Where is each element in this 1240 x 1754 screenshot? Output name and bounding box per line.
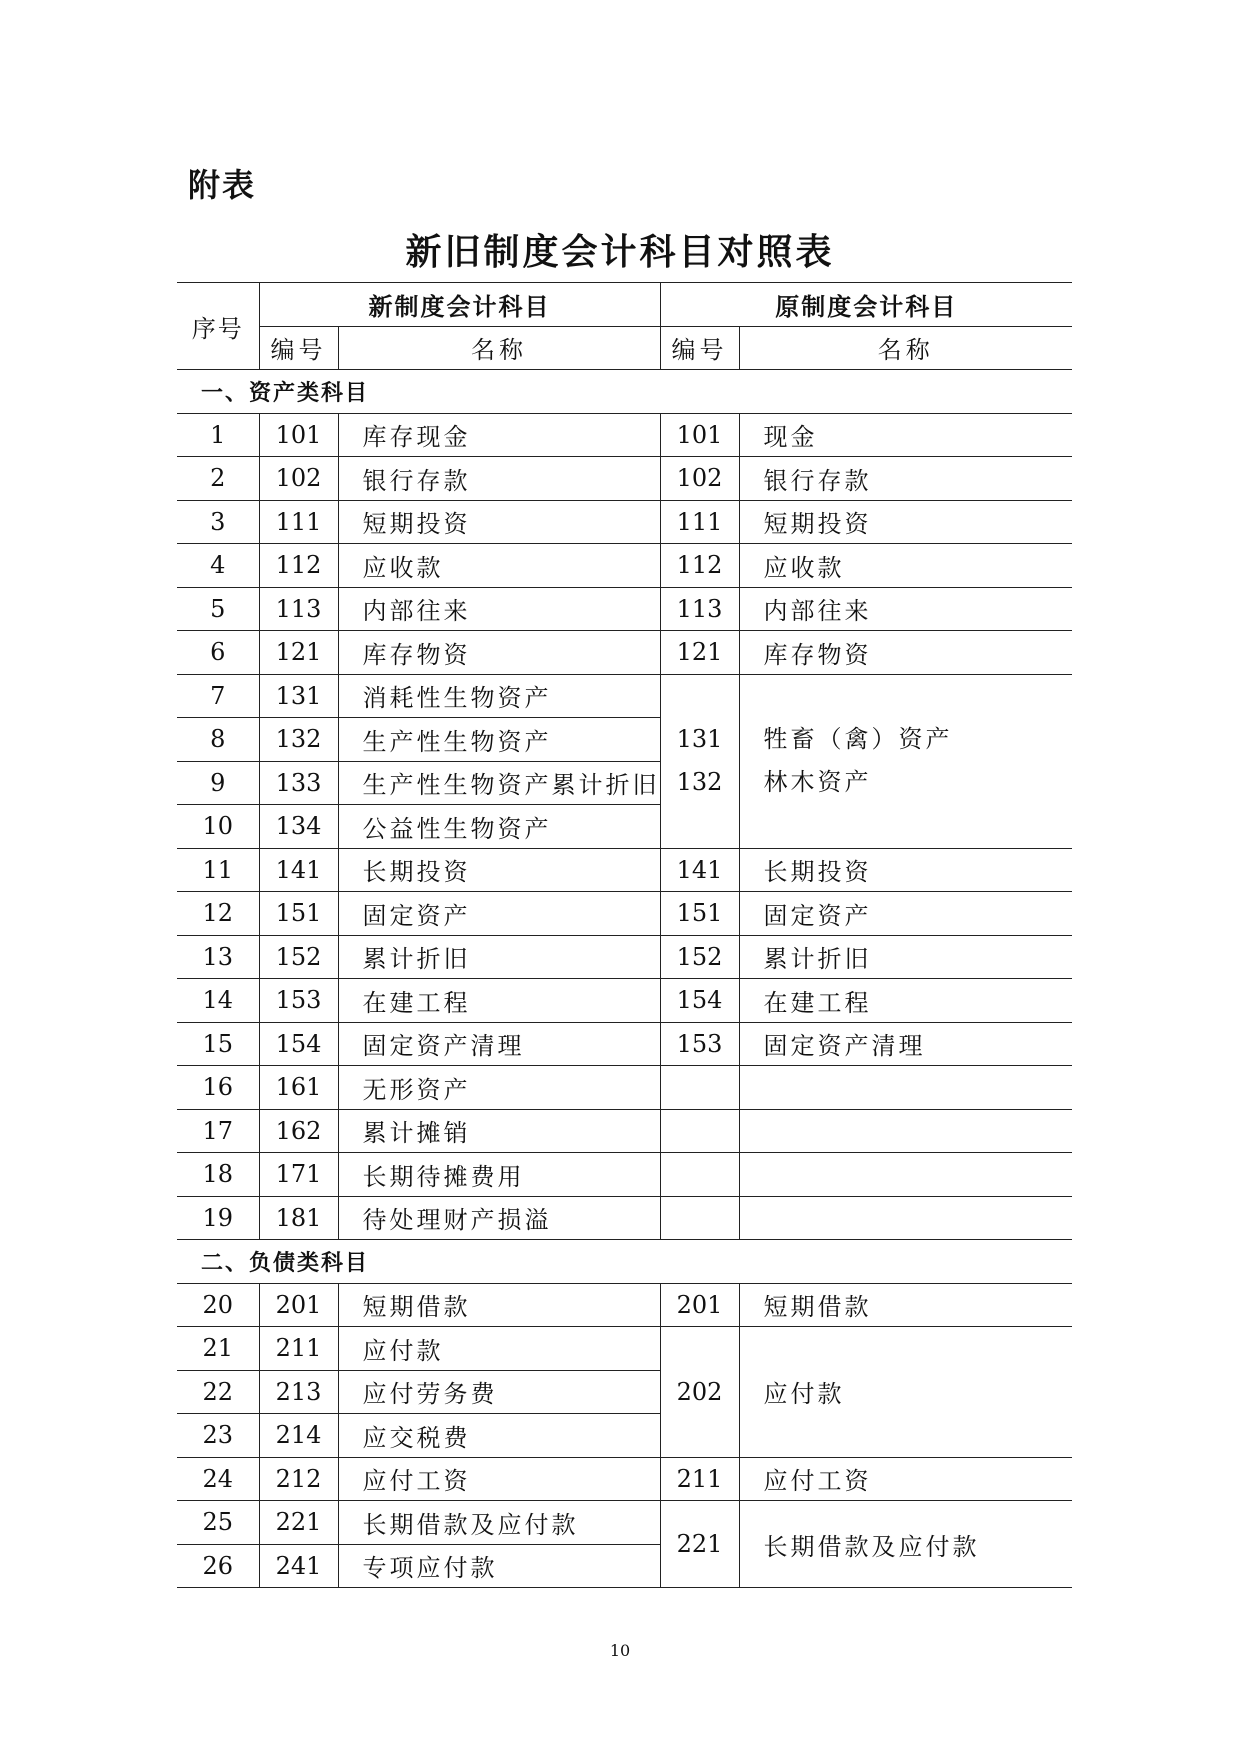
new-name-cell: 长期投资 [338, 848, 660, 892]
seq-cell: 16 [177, 1066, 259, 1110]
table-row [177, 892, 1072, 936]
seq-cell: 12 [177, 892, 259, 936]
old-name-cell: 固定资产清理 [739, 1022, 1072, 1066]
new-name-cell: 银行存款 [338, 457, 660, 501]
new-code-cell: 133 [259, 761, 338, 805]
old-name-merged: 应付款 [739, 1327, 1072, 1458]
old-name: 林木资产 [763, 768, 872, 796]
seq-cell: 5 [177, 587, 259, 631]
old-name-cell: 应收款 [739, 544, 1072, 588]
seq-cell: 25 [177, 1501, 259, 1545]
new-name-cell: 累计折旧 [338, 935, 660, 979]
table-row [177, 1327, 1072, 1371]
old-name-cell: 累计折旧 [739, 935, 1072, 979]
seq-cell: 11 [177, 848, 259, 892]
new-code-cell: 241 [259, 1544, 338, 1588]
old-name: 牲畜（禽）资产 [763, 725, 953, 753]
new-code-cell: 201 [259, 1283, 338, 1327]
seq-cell: 9 [177, 761, 259, 805]
old-code-cell [660, 1153, 739, 1197]
appendix-label: 附表 [188, 166, 257, 204]
table-row [177, 1153, 1072, 1197]
new-code-cell: 171 [259, 1153, 338, 1197]
old-code-merged [660, 674, 739, 848]
new-code-cell: 132 [259, 718, 338, 762]
new-name-cell: 应付劳务费 [338, 1370, 660, 1414]
old-name-cell [739, 1066, 1072, 1110]
table-row [177, 413, 1072, 457]
old-code-cell: 111 [660, 500, 739, 544]
new-name-cell: 固定资产 [338, 892, 660, 936]
new-name-cell: 应收款 [338, 544, 660, 588]
section-label: 二、负债类科目 [177, 1240, 1072, 1284]
new-code-cell: 101 [259, 413, 338, 457]
table-row [177, 544, 1072, 588]
section-row [177, 1240, 1072, 1284]
seq-cell: 19 [177, 1196, 259, 1240]
new-code-cell: 131 [259, 674, 338, 718]
new-code-cell: 121 [259, 631, 338, 675]
old-code: 132 [676, 768, 723, 796]
new-code-cell: 113 [259, 587, 338, 631]
new-name-cell: 短期投资 [338, 500, 660, 544]
old-name-cell: 短期借款 [739, 1283, 1072, 1327]
new-code-cell: 181 [259, 1196, 338, 1240]
table-row [177, 631, 1072, 675]
new-name-cell: 消耗性生物资产 [338, 674, 660, 718]
old-code-cell: 141 [660, 848, 739, 892]
new-code-cell: 152 [259, 935, 338, 979]
old-code-cell: 102 [660, 457, 739, 501]
old-code-cell: 112 [660, 544, 739, 588]
seq-cell: 2 [177, 457, 259, 501]
seq-cell: 4 [177, 544, 259, 588]
new-name-cell: 短期借款 [338, 1283, 660, 1327]
page-title: 新旧制度会计科目对照表 [405, 231, 835, 273]
header-code: 编号 [660, 326, 739, 370]
old-name-cell: 应付工资 [739, 1457, 1072, 1501]
table-row [177, 674, 1072, 718]
seq-cell: 14 [177, 979, 259, 1023]
header-name: 名称 [338, 326, 660, 370]
table-row [177, 979, 1072, 1023]
table-row [177, 1066, 1072, 1110]
new-name-cell: 应付款 [338, 1327, 660, 1371]
new-name-cell: 固定资产清理 [338, 1022, 660, 1066]
new-code-cell: 141 [259, 848, 338, 892]
old-code-merged: 202 [660, 1327, 739, 1458]
old-name-cell: 在建工程 [739, 979, 1072, 1023]
table-row [177, 500, 1072, 544]
old-code-merged: 221 [660, 1501, 739, 1588]
seq-cell: 24 [177, 1457, 259, 1501]
new-name-cell: 生产性生物资产 [338, 718, 660, 762]
seq-cell: 26 [177, 1544, 259, 1588]
old-code-cell: 121 [660, 631, 739, 675]
old-code-cell: 153 [660, 1022, 739, 1066]
new-code-cell: 102 [259, 457, 338, 501]
seq-cell: 23 [177, 1414, 259, 1458]
new-code-cell: 153 [259, 979, 338, 1023]
seq-cell: 1 [177, 413, 259, 457]
seq-cell: 6 [177, 631, 259, 675]
seq-cell: 20 [177, 1283, 259, 1327]
old-code-cell [660, 1109, 739, 1153]
comparison-table [177, 282, 1072, 1588]
old-code-cell: 101 [660, 413, 739, 457]
header-seq: 序号 [177, 283, 259, 370]
seq-cell: 18 [177, 1153, 259, 1197]
new-name-cell: 专项应付款 [338, 1544, 660, 1588]
old-name-cell [739, 1109, 1072, 1153]
old-name-cell: 固定资产 [739, 892, 1072, 936]
old-code-cell: 113 [660, 587, 739, 631]
old-code-cell: 152 [660, 935, 739, 979]
new-code-cell: 221 [259, 1501, 338, 1545]
old-name-cell [739, 1196, 1072, 1240]
old-name-cell: 库存物资 [739, 631, 1072, 675]
new-code-cell: 162 [259, 1109, 338, 1153]
new-name-cell: 在建工程 [338, 979, 660, 1023]
old-code-cell [660, 1196, 739, 1240]
seq-cell: 13 [177, 935, 259, 979]
old-name-merged: 长期借款及应付款 [739, 1501, 1072, 1588]
header-name: 名称 [739, 326, 1072, 370]
new-code-cell: 161 [259, 1066, 338, 1110]
table-row [177, 1196, 1072, 1240]
old-code-cell: 154 [660, 979, 739, 1023]
old-code-cell: 151 [660, 892, 739, 936]
header-row [177, 283, 1072, 327]
new-name-cell: 长期借款及应付款 [338, 1501, 660, 1545]
seq-cell: 22 [177, 1370, 259, 1414]
old-name-cell: 短期投资 [739, 500, 1072, 544]
old-code-cell [660, 1066, 739, 1110]
section-label: 一、资产类科目 [177, 370, 1072, 414]
table-row [177, 1283, 1072, 1327]
new-code-cell: 213 [259, 1370, 338, 1414]
old-name-cell: 银行存款 [739, 457, 1072, 501]
new-code-cell: 111 [259, 500, 338, 544]
old-code-cell: 211 [660, 1457, 739, 1501]
new-name-cell: 无形资产 [338, 1066, 660, 1110]
seq-cell: 17 [177, 1109, 259, 1153]
header-row [177, 326, 1072, 370]
seq-cell: 3 [177, 500, 259, 544]
new-code-cell: 151 [259, 892, 338, 936]
old-code: 131 [676, 725, 723, 753]
new-code-cell: 211 [259, 1327, 338, 1371]
new-name-cell: 应付工资 [338, 1457, 660, 1501]
new-name-cell: 累计摊销 [338, 1109, 660, 1153]
new-name-cell: 长期待摊费用 [338, 1153, 660, 1197]
table-row [177, 1501, 1072, 1545]
new-code-cell: 214 [259, 1414, 338, 1458]
new-name-cell: 库存物资 [338, 631, 660, 675]
table-row [177, 1022, 1072, 1066]
old-code-cell: 201 [660, 1283, 739, 1327]
table-row [177, 587, 1072, 631]
section-row [177, 370, 1072, 414]
new-name-cell: 内部往来 [338, 587, 660, 631]
seq-cell: 21 [177, 1327, 259, 1371]
table-row [177, 935, 1072, 979]
table-row [177, 1457, 1072, 1501]
seq-cell: 7 [177, 674, 259, 718]
header-code: 编号 [259, 326, 338, 370]
new-name-cell: 公益性生物资产 [338, 805, 660, 849]
table-row [177, 1109, 1072, 1153]
new-name-cell: 生产性生物资产累计折旧 [338, 761, 660, 805]
new-code-cell: 212 [259, 1457, 338, 1501]
new-name-cell: 库存现金 [338, 413, 660, 457]
old-name-cell [739, 1153, 1072, 1197]
table-row [177, 457, 1072, 501]
page-number: 10 [609, 1641, 631, 1660]
new-code-cell: 134 [259, 805, 338, 849]
new-code-cell: 112 [259, 544, 338, 588]
seq-cell: 10 [177, 805, 259, 849]
new-name-cell: 待处理财产损溢 [338, 1196, 660, 1240]
old-name-cell: 现金 [739, 413, 1072, 457]
header-new-group: 新制度会计科目 [259, 283, 660, 327]
old-name-cell: 内部往来 [739, 587, 1072, 631]
old-name-cell: 长期投资 [739, 848, 1072, 892]
seq-cell: 15 [177, 1022, 259, 1066]
old-name-merged [739, 674, 1072, 848]
seq-cell: 8 [177, 718, 259, 762]
new-code-cell: 154 [259, 1022, 338, 1066]
new-name-cell: 应交税费 [338, 1414, 660, 1458]
header-old-group: 原制度会计科目 [660, 283, 1072, 327]
table-row [177, 848, 1072, 892]
